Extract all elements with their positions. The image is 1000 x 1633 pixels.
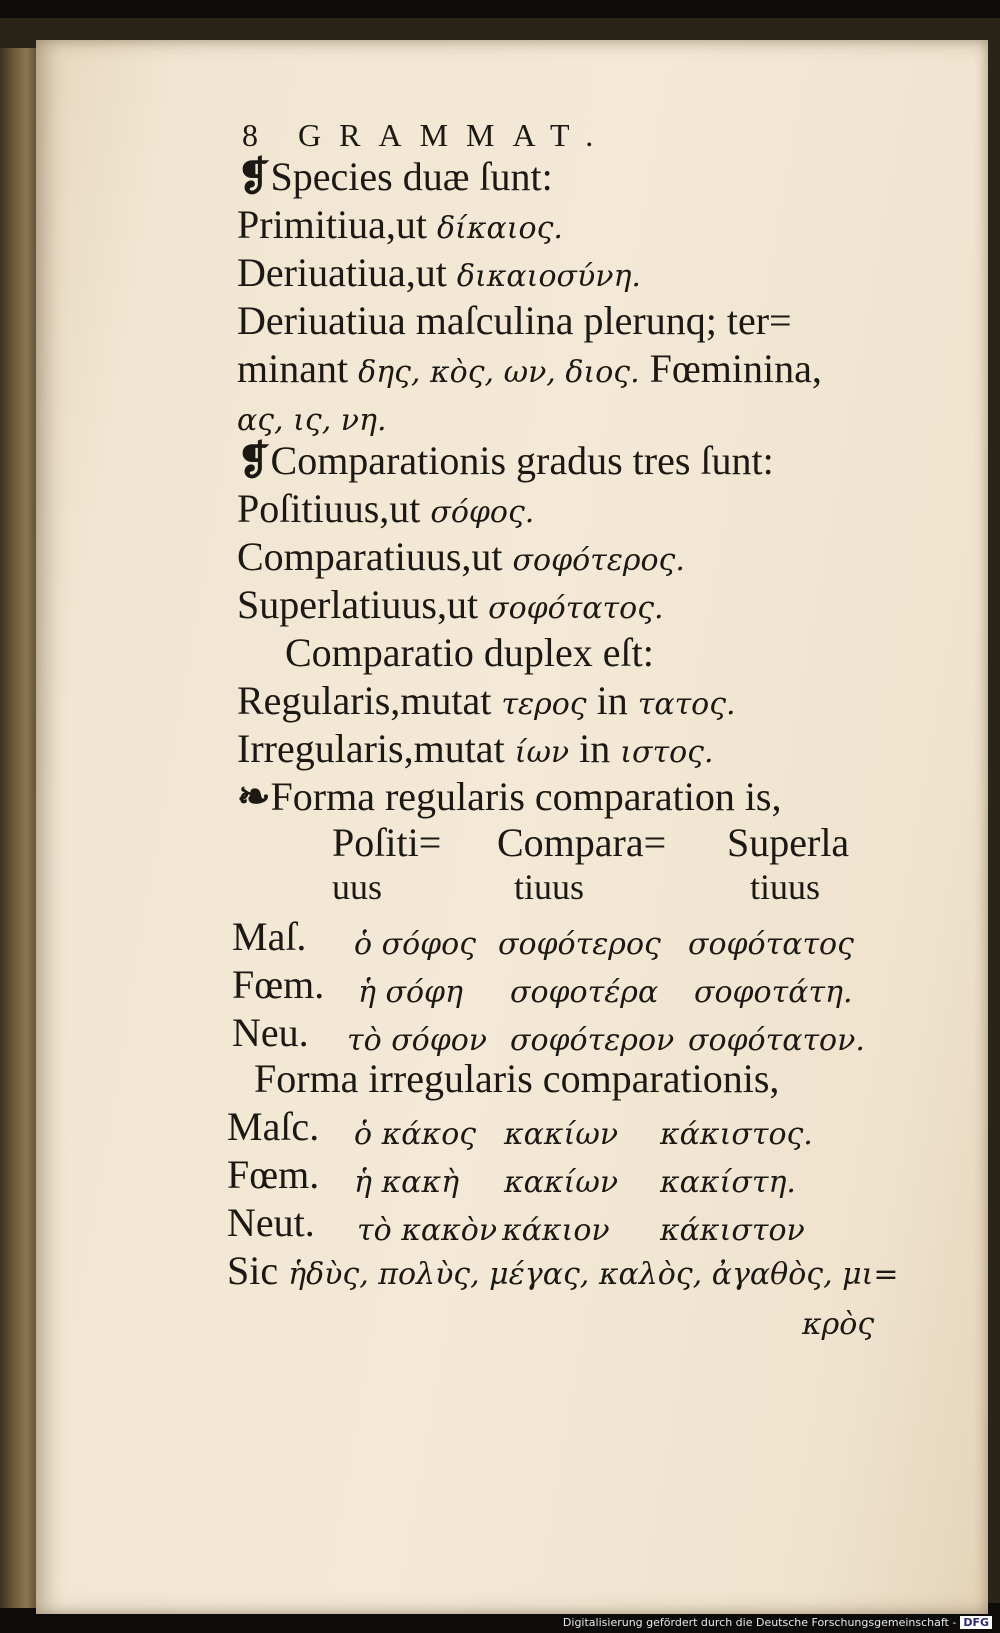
row-label: Fœm. [227, 1152, 320, 1197]
greek-cell: σοφότερον [510, 1023, 675, 1058]
line-text: Forma regularis comparation is, [270, 774, 782, 819]
greek-cell: σοφότατος [688, 927, 854, 962]
table-row [192, 1010, 892, 1056]
line-text: Deriuatiua maſculina plerunq; ter= [237, 298, 792, 343]
greek-text: σόφος. [430, 495, 535, 530]
digitization-credit [563, 1616, 992, 1629]
table-row [192, 962, 892, 1008]
line-11 [285, 630, 654, 676]
line-9 [237, 534, 685, 584]
line-4 [237, 298, 792, 344]
pilcrow-mark: ❡ [237, 438, 271, 483]
latin-text: Superlatiuus,ut [237, 582, 489, 627]
greek-text: ίων [514, 735, 570, 770]
line-8 [237, 486, 534, 536]
table-row [192, 1152, 892, 1198]
line-14 [237, 774, 782, 820]
greek-cell: κακίστη. [660, 1165, 796, 1200]
fleuron-mark: ❧ [237, 774, 271, 819]
greek-cell: κάκιον [502, 1213, 610, 1248]
line-5 [237, 346, 822, 396]
table-row [192, 1104, 892, 1150]
page-number: 8 [242, 117, 258, 153]
catchword [802, 1298, 874, 1348]
greek-text: ἡδὺς, πολὺς, μέγας, καλὸς, ἀγαθὸς, μι= [288, 1257, 899, 1292]
row-label: Neut. [227, 1200, 315, 1245]
greek-text: κρὸς [802, 1307, 875, 1342]
greek-cell: κάκιστον [660, 1213, 805, 1248]
greek-cell: τὸ σόφον [347, 1023, 488, 1058]
header-comparative-cont: tiuus [514, 867, 585, 907]
latin-text: Poſitiuus,ut [237, 486, 431, 531]
line-7 [237, 438, 774, 484]
greek-cell: σοφοτάτη. [694, 975, 853, 1010]
greek-cell: τὸ κακὸν [357, 1213, 498, 1248]
irregular-heading: Forma irregularis comparationis, [254, 1056, 780, 1101]
row-label: Neu. [232, 1010, 309, 1055]
line-text: Comparatio duplex eſt: [285, 630, 654, 675]
greek-text: σοφότατος. [488, 591, 664, 626]
pilcrow-mark: ❡ [237, 154, 271, 199]
greek-text: σοφότερος. [512, 543, 685, 578]
line-3 [237, 250, 641, 300]
greek-text: δης, κὸς, ων, διος. [358, 355, 640, 390]
row-label: Maſc. [227, 1104, 320, 1149]
running-title: GRAMMAT. [298, 117, 612, 153]
greek-cell: σοφότατον. [688, 1023, 865, 1058]
credit-text: Digitalisierung gefördert durch die Deutsche Forschungsgemeinschaft - [562, 1616, 957, 1629]
table-row [192, 1200, 892, 1246]
line-2 [237, 202, 563, 252]
greek-text: δικαιοσύνη. [456, 259, 641, 294]
latin-text: minant [237, 346, 359, 391]
latin-text: in [569, 726, 621, 771]
latin-text: Fœminina, [639, 346, 822, 391]
latin-text: Regularis,mutat [237, 678, 502, 723]
header-positive: Poſiti= [332, 820, 442, 865]
greek-text: δίκαιος. [437, 211, 563, 246]
header-comparative: Compara= [497, 820, 667, 865]
greek-text: τατος. [637, 687, 736, 722]
header-positive-cont: uus [332, 867, 383, 907]
line-1 [237, 154, 553, 200]
greek-cell: κακίων [504, 1117, 619, 1152]
book-spine [0, 48, 38, 1608]
latin-text: Comparatiuus,ut [237, 534, 513, 579]
line-12 [237, 678, 736, 728]
table-row [192, 914, 892, 960]
latin-text: Sic [227, 1248, 289, 1293]
greek-cell: ὁ κάκος [354, 1117, 477, 1152]
latin-text: Primitiua,ut [237, 202, 437, 247]
greek-text: ας, ις, νη. [237, 403, 387, 438]
line-text: Species duæ ſunt: [270, 154, 553, 199]
row-label: Maſ. [232, 914, 307, 959]
latin-text: in [586, 678, 638, 723]
line-13 [237, 726, 714, 776]
running-head [242, 112, 611, 158]
header-superlative: Superla [727, 820, 850, 865]
greek-text: τερος [501, 687, 587, 722]
greek-cell: ἡ κακὴ [354, 1165, 460, 1200]
greek-cell: κακίων [504, 1165, 619, 1200]
latin-text: Irregularis,mutat [237, 726, 515, 771]
bleed-through-text [848, 160, 988, 1260]
row-label: Fœm. [232, 962, 325, 1007]
greek-text: ιστος. [620, 735, 714, 770]
greek-cell: ἡ σόφη [358, 975, 464, 1010]
header-superlative-cont: tiuus [750, 867, 821, 907]
line-10 [237, 582, 664, 632]
last-line [227, 1248, 899, 1298]
greek-cell: σοφότερος [498, 927, 661, 962]
dfg-logo: DFG [960, 1616, 992, 1629]
line-text: Comparationis gradus tres ſunt: [270, 438, 774, 483]
greek-cell: σοφοτέρα [510, 975, 659, 1010]
latin-text: Deriuatiua,ut [237, 250, 457, 295]
greek-cell: ὁ σόφος [354, 927, 477, 962]
regular-table-header [192, 820, 892, 916]
greek-cell: κάκιστος. [660, 1117, 813, 1152]
line-6 [237, 394, 387, 444]
